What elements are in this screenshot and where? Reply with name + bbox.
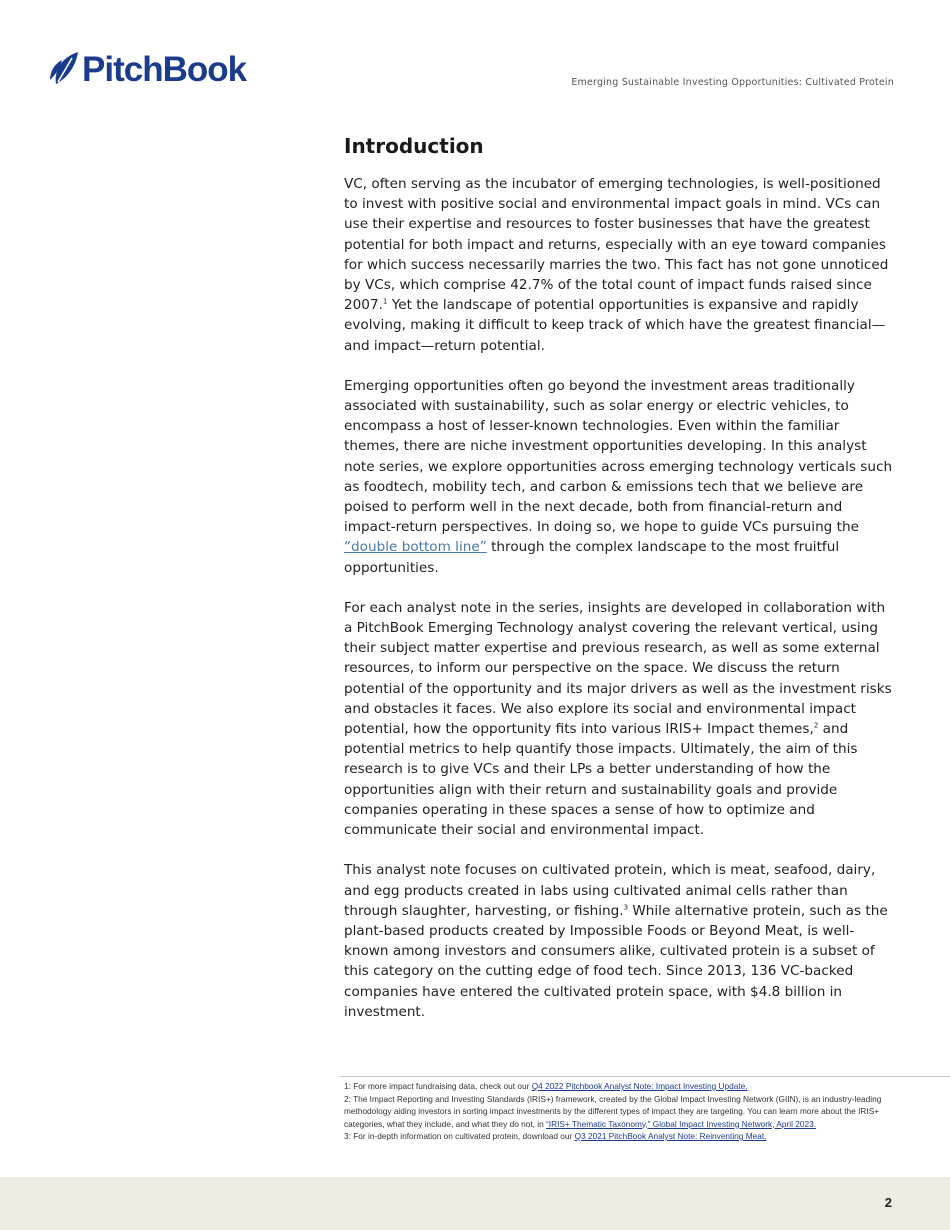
footnote-ref-1[interactable]: 1 [382,297,388,306]
footnote-3-text: 3: For in-depth information on cultivated protein, download our [344,1131,575,1141]
pitchbook-logo [48,50,246,90]
paragraph-1-text-a: VC, often serving as the incubator of emerging technologies, is well-positioned to invest with positive social and environmental impact goals in mind. VCs can use their expertise and resources to foster businesses that have the greatest potential for both impact and returns, especially with an eye toward companies for which success necessarily marries the two. This fact has not gone unnoticed by VCs, which comprise 42.7% of the total count of impact funds raised since 2007. [344,176,889,314]
footnote-divider [340,1076,950,1077]
paragraph-4-text-a: This analyst note focuses on cultivated protein, which is meat, seafood, dairy, and egg products created in labs using cultivated animal cells rather than through slaughter, harvesting, or fishing. [344,862,876,919]
page-number: 2 [884,1195,892,1210]
main-content [344,134,894,1042]
footnote-2-link[interactable]: “IRIS+ Thematic Taxonomy,” Global Impact Investing Network, April 2023. [546,1118,817,1129]
footnote-2-text: 2: The Impact Reporting and Investing Standards (IRIS+) framework, created by the Global Impact Investing Network (GIIN), is an industry-leading methodology aiding investors in sorting impact investments by the different types of impact they are targeting. You can learn more about the IRIS+ categories, what they include, and what they do not, in [344,1093,882,1129]
footnote-3 [344,1130,890,1143]
footnote-1-link[interactable]: Q4 2022 Pitchbook Analyst Note: Impact Investing Update. [531,1081,748,1091]
paragraph-4 [344,860,894,1022]
footnote-ref-3[interactable]: 3 [623,903,629,912]
footnote-ref-2[interactable]: 2 [813,721,819,730]
paragraph-3-text-b: and potential metrics to help quantify those impacts. Ultimately, the aim of this research is to give VCs and their LPs a better understanding of how the opportunities align with their return and sustainability goals and provide companies operating in these spaces a sense of how to optimize and communicate their social and environmental impact. [344,721,858,839]
paragraph-3 [344,598,894,840]
footer-band [0,1177,950,1230]
paragraph-1-text-b: Yet the landscape of potential opportunities is expansive and rapidly evolving, making it difficult to keep track of which have the greatest financial—and impact—return potential. [344,297,886,354]
footnote-3-link[interactable]: Q3 2021 PitchBook Analyst Note: Reinventing Meat. [574,1131,767,1141]
section-title: Introduction [344,134,484,158]
footnote-1-text: 1: For more impact fundraising data, check out our [344,1081,532,1091]
paragraph-3-text-a: For each analyst note in the series, insights are developed in collaboration with a PitchBook Emerging Technology analyst covering the relevant vertical, using their subject matter expertise and previous research, as well as some external resources, to inform our perspective on the space. We discuss the return potential of the opportunity and its major drivers as well as the investment risks and obstacles it faces. We also explore its social and environmental impact potential, how the opportunity fits into various IRIS+ Impact themes, [344,599,892,738]
paragraph-2-text-a: Emerging opportunities often go beyond the investment areas traditionally associated with sustainability, such as solar energy or electric vehicles, to encompass a host of lesser-known technologies. Even within the familiar themes, there are niche investment opportunities developing. In this analyst note series, we explore opportunities across emerging technology verticals such as foodtech, mobility tech, and carbon & emissions tech that we believe are poised to perform well in the next decade, both from financial-return and impact-return perspectives. In doing so, we hope to guide VCs pursuing the [344,377,893,536]
double-bottom-line-link[interactable]: “double bottom line” [344,539,487,556]
paragraph-1 [344,174,894,356]
footnote-1 [344,1080,890,1093]
logo-text: PitchBook [82,50,247,89]
leaf-icon [48,50,80,90]
footnote-2 [344,1093,890,1131]
running-head: Emerging Sustainable Investing Opportunities: Cultivated Protein [571,77,894,88]
paragraph-2 [344,376,894,578]
paragraph-2-text-b: through the complex landscape to the most fruitful opportunities. [344,539,840,576]
paragraph-4-text-b: While alternative protein, such as the plant-based products created by Impossible Foods or Beyond Meat, is well-known among investors and consumers alike, cultivated protein is a subset of this category on the cutting edge of food tech. Since 2013, 136 VC-backed companies have entered the cultivated protein space, with $4.8 billion in investment. [344,902,888,1020]
footnotes [344,1080,890,1143]
